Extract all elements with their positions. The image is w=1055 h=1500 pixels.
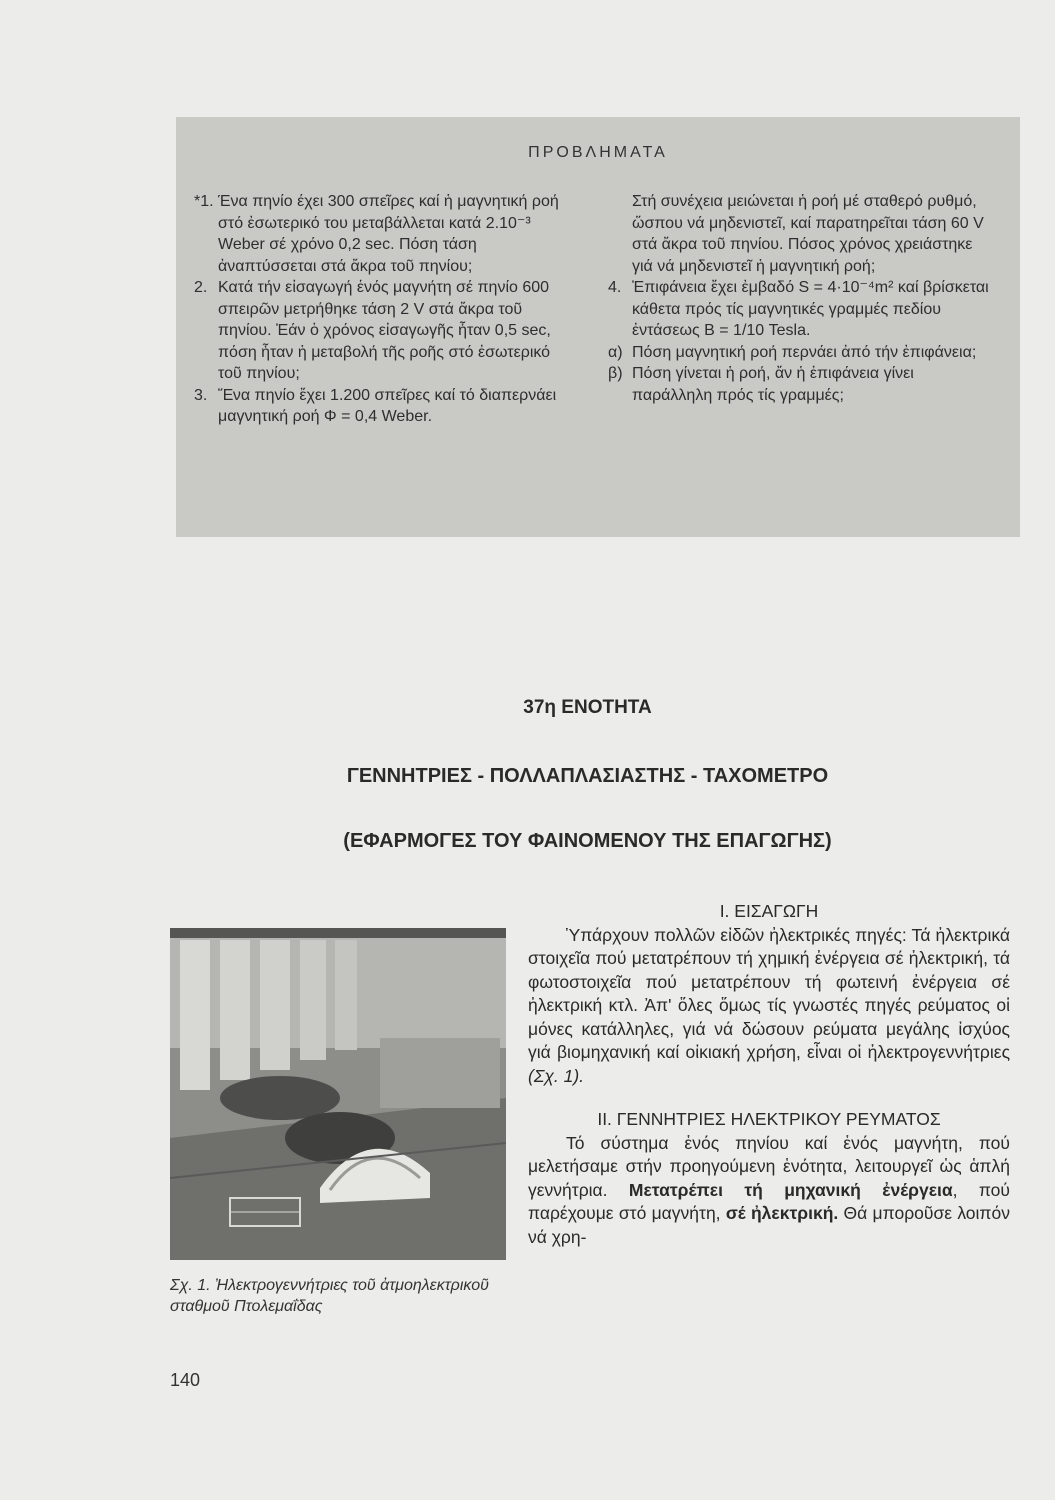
- problems-box: [176, 117, 1020, 537]
- body-text-column: [528, 900, 1010, 1249]
- introduction-paragraph: [528, 924, 1010, 1089]
- problem-subitem: [608, 363, 992, 406]
- problem-subitem: [608, 342, 992, 364]
- problems-title: ΠΡΟΒΛΗΜΑΤΑ: [528, 144, 668, 161]
- paragraph-text: Ὑπάρχουν πολλῶν εἰδῶν ἠλεκτρικές πηγές: Τά ἠλεκτρικά στοιχεῖα πού μετατρέπουν τή χημική ἐνέργεια σέ ἠλεκτρική, τά φωτοστοιχεῖα πού μετατρέπουν τή φωτεινή ἐνέργεια σέ ἠλεκτρική κτλ. Ἀπ' ὅλες ὅμως τίς γνωστές πηγές ρεύματος οἱ μόνες κατάλληλες, γιά νά δώσουν ρεύματα μεγάλης ἰσχύος γιά βιομηχανική καί οἰκιακή χρήση, εἶναι οἱ ἠλεκτρογεννήτριες: [528, 924, 1010, 1062]
- figure-reference: (Σχ. 1).: [528, 1065, 585, 1086]
- figure-caption: Σχ. 1. Ἠλεκτρογεννήτριες τοῦ ἀτμοηλεκτρικοῦ σταθμοῦ Πτολεμαΐδας: [170, 1277, 489, 1315]
- paragraph-text: Τό σύστημα ἑνός πηνίου καί ἑνός μαγνήτη, πού μελετήσαμε στήν προηγούμενη ἑνότητα, λειτουργεῖ ὡς ἁπλή γεννήτρια.: [528, 1132, 1010, 1200]
- problem-item: [194, 385, 574, 428]
- problem-number: 4.: [608, 279, 622, 296]
- problems-right-column: [608, 191, 992, 406]
- problem-text: Κατά τήν εἰσαγωγή ἑνός μαγνήτη σέ πηνίο 600 σπειρῶν μετρήθηκε τάση 2 V στά ἄκρα τοῦ πηνίου. Ἐάν ὁ χρόνος εἰσαγωγῆς ἦταν 0,5 sec, πόση ἦταν ἡ μεταβολή τῆς ροῆς στό ἐσωτερικό τοῦ πηνίου;: [218, 279, 551, 382]
- problem-continuation: Στή συνέχεια μειώνεται ἡ ροή μέ σταθερό ρυθμό, ὥσπου νά μηδενιστεῖ, καί παρατηρεῖται τάση 60 V στά ἄκρα τοῦ πηνίου. Πόσος χρόνος χρειάστηκε γιά νά μηδενιστεῖ ἡ μαγνητική ροή;: [632, 193, 984, 275]
- problem-text: Ἕνα πηνίο ἔχει 1.200 σπεῖρες καί τό διαπερνάει μαγνητική ροή Φ = 0,4 Weber.: [218, 386, 557, 425]
- problem-text: Ἐπιφάνεια ἔχει ἐμβαδό S = 4·10⁻⁴m² καί βρίσκεται κάθετα πρός τίς μαγνητικές γραμμές πεδίου ἐντάσεως Β = 1/10 Tesla.: [632, 279, 989, 339]
- paragraph-text: Θά μποροῦσε λοιπόν νά χρη-: [528, 1203, 1010, 1247]
- problem-item: [194, 277, 574, 385]
- chapter-title: ΓΕΝΝΗΤΡΙΕΣ - ΠΟΛΛΑΠΛΑΣΙΑΣΤΗΣ - ΤΑΧΟΜΕΤΡΟ: [346, 765, 829, 787]
- paragraph-text: , πού παρέχουμε στό μαγνήτη,: [528, 1179, 1010, 1223]
- page-number: 140: [170, 1370, 201, 1390]
- unit-label: 37η ΕΝΟΤΗΤΑ: [523, 697, 652, 718]
- problem-item: [608, 277, 992, 342]
- section-heading-introduction: Ι. ΕΙΣΑΓΩΓΗ: [719, 901, 819, 921]
- photo-illustration: [170, 928, 506, 1260]
- problem-text: Πόση γίνεται ἡ ροή, ἄν ἡ ἐπιφάνεια γίνει παράλληλη πρός τίς γραμμές;: [632, 365, 914, 404]
- generator-hall-photo: [170, 928, 506, 1260]
- problems-left-column: [194, 191, 574, 428]
- problem-subitem-label: β): [608, 365, 623, 382]
- problem-number: *1.: [194, 193, 214, 210]
- chapter-subtitle: (ΕΦΑΡΜΟΓΕΣ ΤΟΥ ΦΑΙΝΟΜΕΝΟΥ ΤΗΣ ΕΠΑΓΩΓΗΣ): [343, 830, 832, 852]
- generators-paragraph: [528, 1132, 1010, 1250]
- section-heading-generators: ΙΙ. ΓΕΝΝΗΤΡΙΕΣ ΗΛΕΚΤΡΙΚΟΥ ΡΕΥΜΑΤΟΣ: [597, 1109, 941, 1129]
- problem-text: Ένα πηνίο έχει 300 σπεῖρες καί ἡ μαγνητική ροή στό ἐσωτερικό του μεταβάλλεται κατά 2.10⁻³ Weber σέ χρόνο 0,2 sec. Πόση τάση ἀναπτύσσεται στά ἄκρα τοῦ πηνίου;: [218, 193, 559, 275]
- bold-phrase: Μετατρέπει τή μηχανική ἐνέργεια: [628, 1179, 953, 1200]
- problem-item: [194, 191, 574, 277]
- problem-number: 2.: [194, 279, 208, 296]
- bold-phrase: σέ ἠλεκτρική.: [725, 1203, 839, 1223]
- problem-number: 3.: [194, 386, 208, 404]
- problem-text: Πόση μαγνητική ροή περνάει ἀπό τήν ἐπιφάνεια;: [632, 343, 977, 361]
- problem-subitem-label: α): [608, 343, 623, 361]
